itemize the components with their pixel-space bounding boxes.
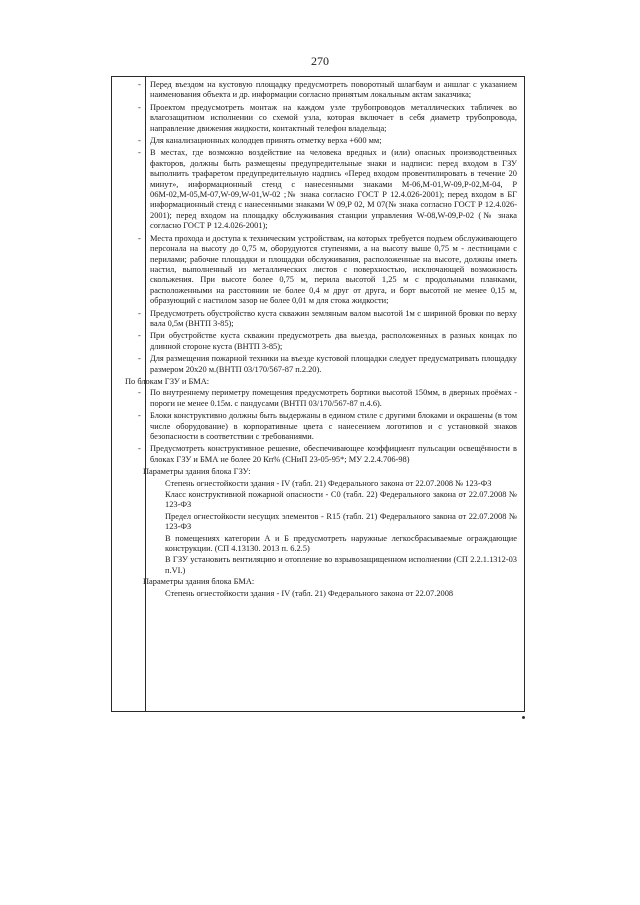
param-line: В помещениях категории А и Б предусмотреть наружные легкосбрасываемые ограждающие конструкции. (СП 4.13130. 2013 п. 6.2.5): [165, 533, 517, 554]
params-gzu-heading: Параметры здания блока ГЗУ:: [143, 467, 251, 477]
list-item: - Блоки конструктивно должны быть выдержаны в едином стиле с другими блоками и окрашены (в том числе оборудование) в корпоративные цвета с нанесением логотипов и с установкой знаков безопасности в соответствии с требованиями.: [125, 411, 517, 442]
params-bma-heading: Параметры здания блока БМА:: [143, 577, 255, 587]
requirements-content: [125, 80, 517, 600]
page-number: 270: [311, 54, 329, 68]
gzu-bma-list: [125, 388, 517, 465]
param-line: Предел огнестойкости несущих элементов - R15 (табл. 21) Федерального закона от 22.07.2008 № 123-ФЗ: [165, 511, 517, 532]
requirements-list: [125, 80, 517, 375]
list-item: - Для канализационных колодцев принять отметку верха +600 мм;: [125, 136, 517, 146]
list-item: - Предусмотреть конструктивное решение, обеспечивающее коэффициент пульсации освещённости в блоках ГЗУ и БМА не более 20 Кп% (СНиП 23-05-95*; МУ 2.2.4.706-98): [125, 444, 517, 465]
section-heading: По блокам ГЗУ и БМА:: [125, 376, 210, 386]
list-item: - Перед въездом на кустовую площадку предусмотреть поворотный шлагбаум и аншлаг с указанием наименования объекта и др. информации согласно принятым локальным актам заказчика;: [125, 80, 517, 101]
list-item: - Места прохода и доступа к техническим устройствам, на которых требуется подъем обслуживающего персонала на высоту до 0,75 м, оборудуются ступенями, а на высоту выше 0,75 м - лестницами с перилами; рабочие площадки и площадки обслуживания, расположенные на высоте, должны иметь настил, выполненный из металлических листов с поверхностью, исключающей возможность скольжения. При высоте более 0,75 м, перила высотой 1,25 м с продольными планками, расположенными на расстоянии не более 0,4 м друг от друга, и борт высотой не менее 0,15 м, образующий с настилом зазор не более 0,01 м для стока жидкости;: [125, 234, 517, 307]
list-item: - В местах, где возможно воздействие на человека вредных и (или) опасных производственных факторов, должны быть размещены предупредительные знаки и надписи: перед входом в ГЗУ выполнить трафаретом предупредительную надпись «Перед входом провентилировать в течение 20 минут», информационный стенд с нанесенными знаками М-06,М-01,W-09,Р-02,М-04, Р 06М-02,М-05,М-07,W-09,W-01,W-02 ;№ знака согласно ГОСТ Р 12.4.026-2001); перед входом в БГ информационный стенд с нанесенными знаками W 09,Р 02, М 07(№ знака согласно ГОСТ Р 12.4.026-2001); перед входом на площадку обслуживания станции управления W-08,W-09,Р-02 (№ знака согласно ГОСТ Р 12.4.026-2001);: [125, 148, 517, 231]
list-item: - Для размещения пожарной техники на въезде кустовой площадки следует предусматривать площадку размером 20х20 м.(ВНТП 03/170/567-87 п.2.20).: [125, 354, 517, 375]
list-item: - Предусмотреть обустройство куста скважин земляным валом высотой 1м с шириной бровки по верху вала 0,5м (ВНТП 3-85);: [125, 309, 517, 330]
param-line: Степень огнестойкости здания - IV (табл. 21) Федерального закона от 22.07.2008: [165, 588, 454, 598]
list-item: - При обустройстве куста скважин предусмотреть два выезда, расположенных в разных концах по длинной стороне куста (ВНТП 3-85);: [125, 331, 517, 352]
scan-speck: [522, 716, 525, 719]
param-line: В ГЗУ установить вентиляцию и отопление во взрывозащищенном исполнении (СП 2.2.1.1312-03 п.VI.): [165, 555, 517, 575]
list-item: - По внутреннему периметру помещения предусмотреть бортики высотой 150мм, в дверных проёмах - пороги не менее 0.15м. с пандусами (ВНТП 03/170/567-87 п.4.6).: [125, 388, 517, 409]
param-line: Степень огнестойкости здания - IV (табл. 21) Федерального закона от 22.07.2008 № 123-ФЗ: [165, 478, 492, 488]
list-item: - Проектом предусмотреть монтаж на каждом узле трубопроводов металлических табличек во влагозащитном исполнении со схемой узла, которая включает в себя диаметр трубопровода, направление движения жидкости, контактный телефон владельца;: [125, 103, 517, 134]
param-line: Класс конструктивной пожарной опасности - С0 (табл. 22) Федерального закона от 22.07.2008 № 123-ФЗ: [165, 490, 517, 510]
